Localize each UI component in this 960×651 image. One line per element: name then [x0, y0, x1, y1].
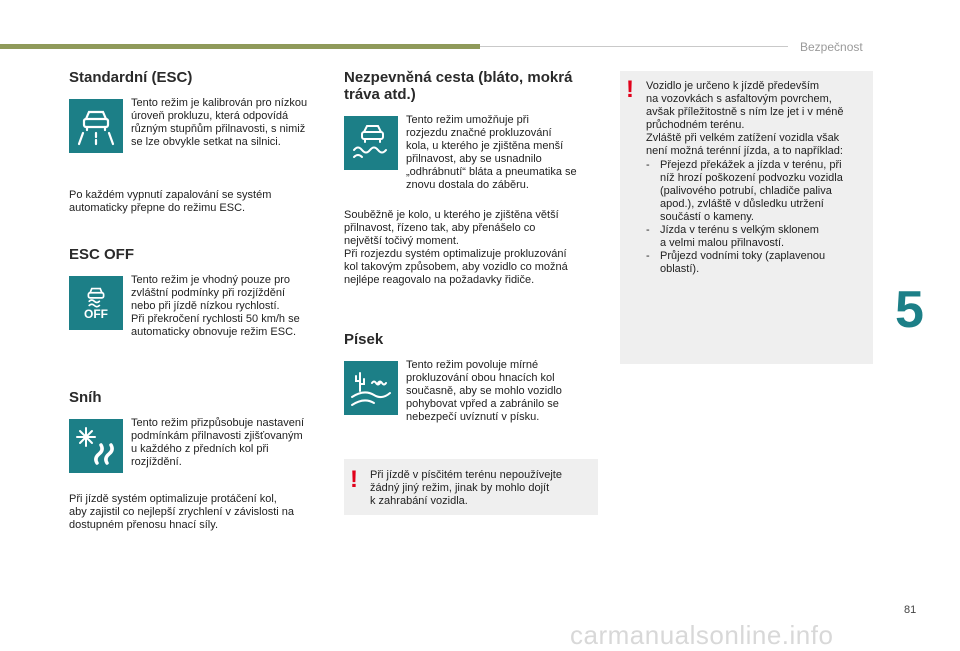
- escoff-heading: ESC OFF: [69, 246, 135, 263]
- offroad-warning-list: [644, 159, 869, 276]
- offroad-warning-box: [620, 71, 873, 364]
- escoff-text: Tento režim je vhodný pouze pro zvláštní podmínky při rozjíždění nebo při jízdě nízkou rychlostí. Při překročení rychlosti 50 km/h se automaticky obnovuje režim ESC.: [131, 274, 300, 338]
- esc-note: Po každém vypnutí zapalování se systém automaticky přepne do režimu ESC.: [69, 189, 272, 214]
- mud-icon: [344, 116, 398, 170]
- page-number: 81: [904, 604, 917, 616]
- list-item: - Průjezd vodními toky (zaplavenou oblastí).: [644, 250, 869, 276]
- snow-text: Tento režim přizpůsobuje nastavení podmínkám přilnavosti zjišťovaným u každého z předních kol při rozjíždění.: [131, 417, 305, 468]
- mud-text: Tento režim umožňuje při rozjezdu značné prokluzování kola, u kterého je zjištěna menší přilnavost, aby se usnadnilo „odhrábnutí“ bláta a pneumatika se znovu dostala do záběru.: [406, 114, 577, 191]
- offroad-warning-intro: Vozidlo je určeno k jízdě především na vozovkách s asfaltovým povrchem, avšak příležitostně s ním lze jet i v méně průchodném terénu. Zvláště při velkém zatížení vozidla však není možná terénní jízda, a to například:: [646, 80, 844, 157]
- sand-text: Tento režim povoluje mírné prokluzování obou hnacích kol současně, aby se mohlo vozidlo pohybovat vpřed a zabránilo se nebezpečí uvíznutí v písku.: [406, 359, 562, 423]
- section-label: Bezpečnost: [800, 40, 863, 54]
- list-item: - Přejezd překážek a jízda v terénu, při níž hrozí poškození podvozku vozidla (palivového potrubí, chladiče paliva apod.), zvláště v důsledku utržení součástí o kameny.: [644, 159, 869, 224]
- esc-heading: Standardní (ESC): [69, 69, 193, 86]
- chapter-number: 5: [895, 281, 924, 339]
- snow-icon: [69, 419, 123, 473]
- mud-heading: Nezpevněná cesta (bláto, mokrá tráva atd.): [344, 69, 573, 103]
- sand-icon: [344, 361, 398, 415]
- warning-icon: !: [626, 76, 634, 103]
- header-rule: [480, 46, 788, 47]
- mud-note: Souběžně je kolo, u kterého je zjištěna větší přilnavost, řízeno tak, aby přenášelo co největší točivý moment. Při rozjezdu systém optimalizuje prokluzování kol takovým způsobem, aby vozidlo co možná nejlépe reagovalo na požadavky řidiče.: [344, 209, 568, 286]
- watermark: carmanualsonline.info: [570, 620, 834, 650]
- sand-warning-box: [344, 459, 598, 515]
- sand-warning-text: Při jízdě v písčitém terénu nepoužívejte žádný jiný režim, jinak by mohlo dojít k zahrabání vozidla.: [370, 469, 562, 507]
- sand-heading: Písek: [344, 331, 384, 348]
- esc-off-icon: [69, 276, 123, 330]
- list-item: - Jízda v terénu s velkým sklonem a velmi malou přilnavostí.: [644, 224, 869, 250]
- esc-off-icon-label: OFF: [84, 307, 108, 321]
- snow-heading: Sníh: [69, 389, 102, 406]
- road-lanes-icon: [69, 99, 123, 153]
- warning-icon: !: [350, 466, 358, 493]
- header-bar: [0, 44, 480, 49]
- snow-note: Při jízdě systém optimalizuje protáčení kol, aby zajistil co nejlepší zrychlení v závislosti na dostupném přenosu hnací síly.: [69, 493, 294, 531]
- esc-text: Tento režim je kalibrován pro nízkou úroveň prokluzu, která odpovídá různým stupňům přilnavosti, s nimiž se lze obvykle setkat na silnici.: [131, 97, 308, 148]
